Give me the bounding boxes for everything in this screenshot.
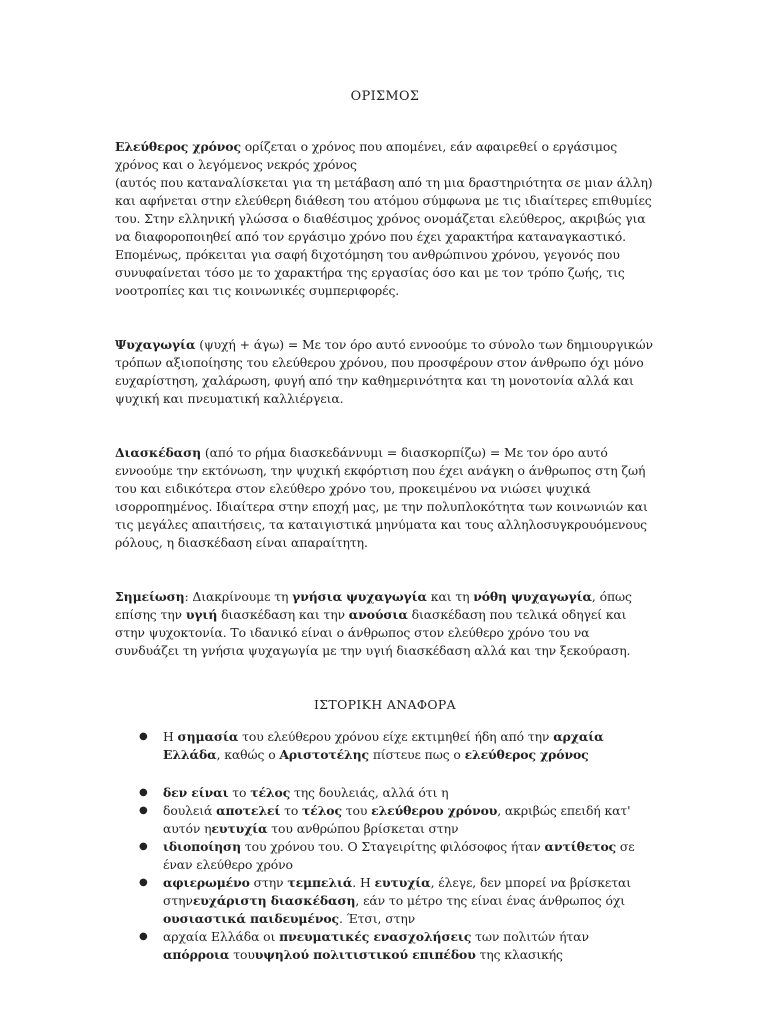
item-text: του χρόνου του. Ο Σταγειρίτης φιλόσοφος ήταν xyxy=(241,839,545,854)
list-item xyxy=(115,928,655,964)
item-text: , έλεγε, δεν μπορεί να βρίσκεται στην xyxy=(163,875,632,908)
definition-text: (από το ρήμα διασκεδάννυμι = διασκορπίζω) = Με τον όρο αυτό εννοούμε την εκτόνωση, την ψυχική εκφόρτιση που έχει ανάγκη ο άνθρωπος στη ζωή του και ειδικότερα στον ελεύθερο χρόνο του, προκειμένου να νιώσει ψυχικά ισορροπημένος. Ιδιαίτερα στην εποχή μας, με την πολυπλοκότητα των κοινωνιών και τις μεγάλες απαιτήσεις, τα καταιγιστικά μηνύματα και τους αλληλοσυγκρουόμενους ρόλους, η διασκέδαση είναι απαραίτητη. xyxy=(115,445,648,550)
item-text: , καθώς ο xyxy=(216,747,280,762)
item-bold: απόρροια xyxy=(163,947,230,962)
item-bold: ευχάριστη διασκέδαση xyxy=(192,893,356,908)
definition-free-time xyxy=(115,138,655,300)
item-bold: αφιερωμένο xyxy=(163,875,250,890)
bullet-list xyxy=(115,728,655,964)
note-text: , όπως επίσης την xyxy=(115,589,632,622)
item-text: το xyxy=(228,785,251,800)
term-free-time: Ελεύθερος χρόνος xyxy=(115,139,241,154)
definition-recreation xyxy=(115,336,655,408)
item-bold: Αριστοτέλης xyxy=(279,747,370,762)
bullet-icon: ● xyxy=(139,877,148,888)
item-bold: τεμπελιά xyxy=(287,875,353,890)
note-text: διασκέδαση και την xyxy=(217,607,349,622)
item-bold: αρχαία Ελλάδα xyxy=(163,729,604,762)
item-bold: τέλος xyxy=(250,785,291,800)
document-page xyxy=(115,88,655,964)
bullet-icon: ● xyxy=(139,805,148,816)
section-heading-historical: ΙΣΤΟΡΙΚΗ ΑΝΑΦΟΡΑ xyxy=(313,697,457,712)
item-text: της κλασικής xyxy=(475,947,563,962)
bullet-icon: ● xyxy=(139,731,148,742)
item-bold: ιδιοποίηση xyxy=(163,839,242,854)
note-bold: γνήσια ψυχαγωγία xyxy=(292,589,427,604)
item-bold: αποτελεί xyxy=(216,803,281,818)
list-item xyxy=(115,838,655,874)
definition-entertainment xyxy=(115,444,655,552)
item-bold: πνευματικές ενασχολήσεις xyxy=(279,929,472,944)
note-bold: ανούσια xyxy=(348,607,408,622)
item-bold: σημασία xyxy=(177,729,239,744)
item-text: στην xyxy=(249,875,288,890)
item-bold: ευτυχία xyxy=(374,875,431,890)
list-item xyxy=(115,728,655,764)
page-title: ΟΡΙΣΜΟΣ xyxy=(350,89,420,104)
item-bold: ελεύθερος χρόνος xyxy=(464,747,589,762)
item-text: . Έτσι, στην xyxy=(338,911,416,926)
term-entertainment: Διασκέδαση xyxy=(115,445,202,460)
note-bold: νόθη ψυχαγωγία xyxy=(473,589,592,604)
item-text: Η xyxy=(163,729,178,744)
item-text: του xyxy=(229,947,255,962)
item-bold: αντίθετος xyxy=(544,839,617,854)
definition-text: (ψυχή + άγω) = Με τον όρο αυτό εννοούμε το σύνολο των δημιουργικών τρόπων αξιοποίησης του ελεύθερου χρόνου, που προσφέρουν στον άνθρωπο όχι μόνο ευχαρίστηση, χαλάρωση, φυγή από την καθημερινότητα και τη μονοτονία αλλά και ψυχική και πνευματική καλλιέργεια. xyxy=(115,337,653,406)
item-text: του ανθρώπου βρίσκεται στην xyxy=(267,821,459,836)
item-bold: ουσιαστικά παιδευμένος xyxy=(163,911,339,926)
item-text: , ακριβώς επειδή κατ' αυτόν η xyxy=(163,803,631,836)
item-text: . Η xyxy=(352,875,375,890)
list-item xyxy=(115,802,655,838)
item-text: του xyxy=(341,803,372,818)
item-bold: τέλος xyxy=(302,803,342,818)
term-recreation: Ψυχαγωγία xyxy=(115,337,196,352)
note-bold: υγιή xyxy=(185,607,218,622)
bullet-icon: ● xyxy=(139,787,148,798)
note-text: : Διακρίνουμε τη xyxy=(184,589,293,604)
item-text: δουλειά xyxy=(163,803,217,818)
note-paragraph xyxy=(115,588,655,660)
item-text: σε έναν ελεύθερο χρόνο xyxy=(163,839,635,872)
item-text: αρχαία Ελλάδα οι xyxy=(163,929,280,944)
item-bold: ελεύθερου χρόνου xyxy=(371,803,498,818)
term-note: Σημείωση xyxy=(115,589,185,604)
item-text: της δουλειάς, αλλά ότι η xyxy=(290,785,449,800)
item-text: των πολιτών ήταν xyxy=(471,929,589,944)
note-text: και τη xyxy=(426,589,474,604)
item-text: πίστευε πως ο xyxy=(369,747,465,762)
definition-text: ορίζεται ο χρόνος που απομένει, εάν αφαιρεθεί ο εργάσιμος χρόνος και ο λεγόμενος νεκρός χρόνος xyxy=(115,139,618,172)
item-bold: υψηλού πολιτιστικού επιπέδου xyxy=(254,947,476,962)
definition-text-continued: (αυτός που καταναλίσκεται για τη μετάβαση από τη μια δραστηριότητα σε μιαν άλλη) και αφήνεται στην ελεύθερη διάθεση του ατόμου σύμφωνα με τις ιδιαίτερες επιθυμίες του. Στην ελληνική γλώσσα ο διαθέσιμος χρόνος ονομάζεται ελεύθερος, ακριβώς για να διαφοροποιηθεί από τον εργάσιμο χρόνο που έχει χαρακτήρα καταναγκαστικό. Επομένως, πρόκειται για σαφή διχοτόμηση του ανθρώπινου χρόνου, γεγονός που συνυφαίνεται τόσο με το χαρακτήρα της εργασίας όσο και με τον τρόπο ζωής, τις νοοτροπίες και τις κοινωνικές συμπεριφορές. xyxy=(115,175,653,298)
list-item xyxy=(115,874,655,928)
item-text: , εάν το μέτρο της είναι ένας άνθρωπος όχι xyxy=(355,893,626,908)
bullet-icon: ● xyxy=(139,931,148,942)
item-bold: δεν είναι xyxy=(163,785,229,800)
bullet-icon: ● xyxy=(139,841,148,852)
item-bold: ευτυχία xyxy=(211,821,268,836)
note-text: διασκέδαση που τελικά οδηγεί και στην ψυχοκτονία. Το ιδανικό είναι ο άνθρωπος στον ελεύθερο χρόνο του να συνδυάζει τη γνήσια ψυχαγωγία με την υγιή διασκέδαση αλλά και την ξεκούραση. xyxy=(115,607,631,658)
item-text: του ελεύθερου χρόνου είχε εκτιμηθεί ήδη από την xyxy=(238,729,554,744)
item-text: το xyxy=(280,803,303,818)
list-item xyxy=(115,784,655,802)
